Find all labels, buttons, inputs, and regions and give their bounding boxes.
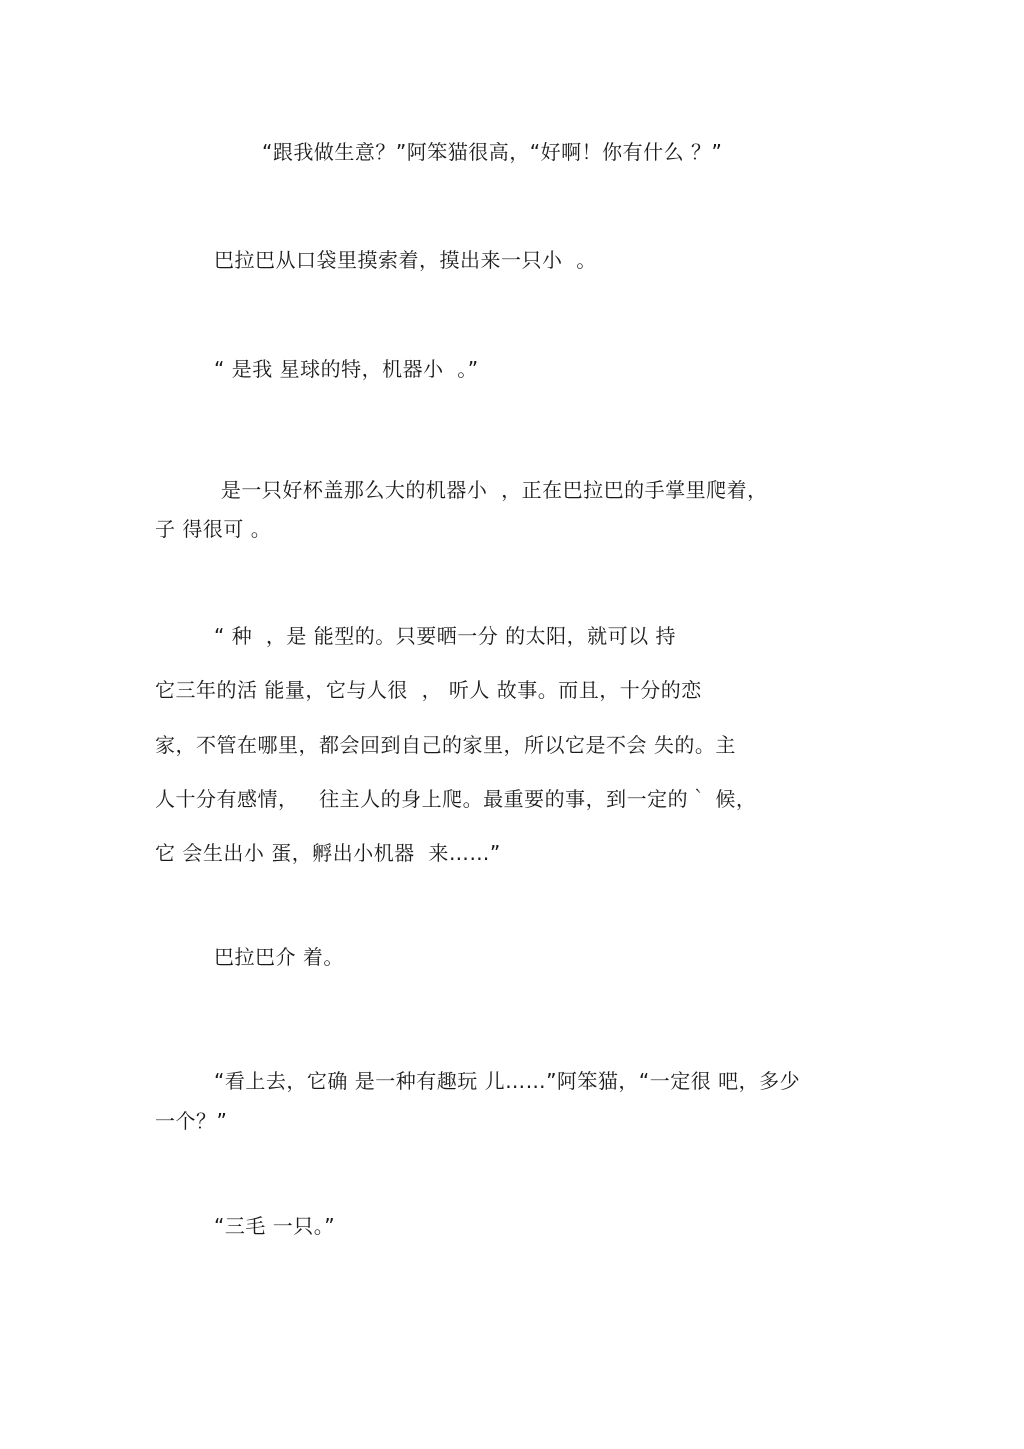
text-line-2: 巴拉巴从口袋里摸索着，摸出来一只小 。 [214, 248, 597, 272]
text-line-8: 家，不管在哪里，都会回到自己的家里，所以它是不会 失的。主 [155, 733, 736, 757]
text-line-10: 它 会生出小 蛋，孵出小机器 来……” [155, 841, 501, 865]
text-line-4: 是一只好杯盖那么大的机器小 ，正在巴拉巴的手掌里爬着， [214, 478, 768, 502]
text-line-6: “ 种 ，是 能型的。只要晒一分 的太阳，就可以 持 [214, 624, 677, 648]
text-line-11: 巴拉巴介 着。 [214, 945, 344, 969]
text-line-9: 人十分有感情， 往主人的身上爬。最重要的事，到一定的｀ 候， [155, 787, 757, 811]
text-line-7: 它三年的活 能量，它与人很 ， 听人 故事。而且，十分的恋 [155, 678, 702, 702]
text-line-5: 子 得很可 。 [155, 517, 272, 541]
text-line-1: “跟我做生意？”阿笨猫很高，“好啊！你有什么 ？” [262, 140, 723, 164]
text-line-3: “ 是我 星球的特，机器小 。” [214, 357, 479, 381]
text-line-13: 一个？” [155, 1109, 228, 1133]
text-line-12: “看上去，它确 是一种有趣玩 儿……”阿笨猫，“一定很 吧，多少 [214, 1069, 801, 1093]
text-line-14: “三毛 一只。” [214, 1214, 336, 1238]
